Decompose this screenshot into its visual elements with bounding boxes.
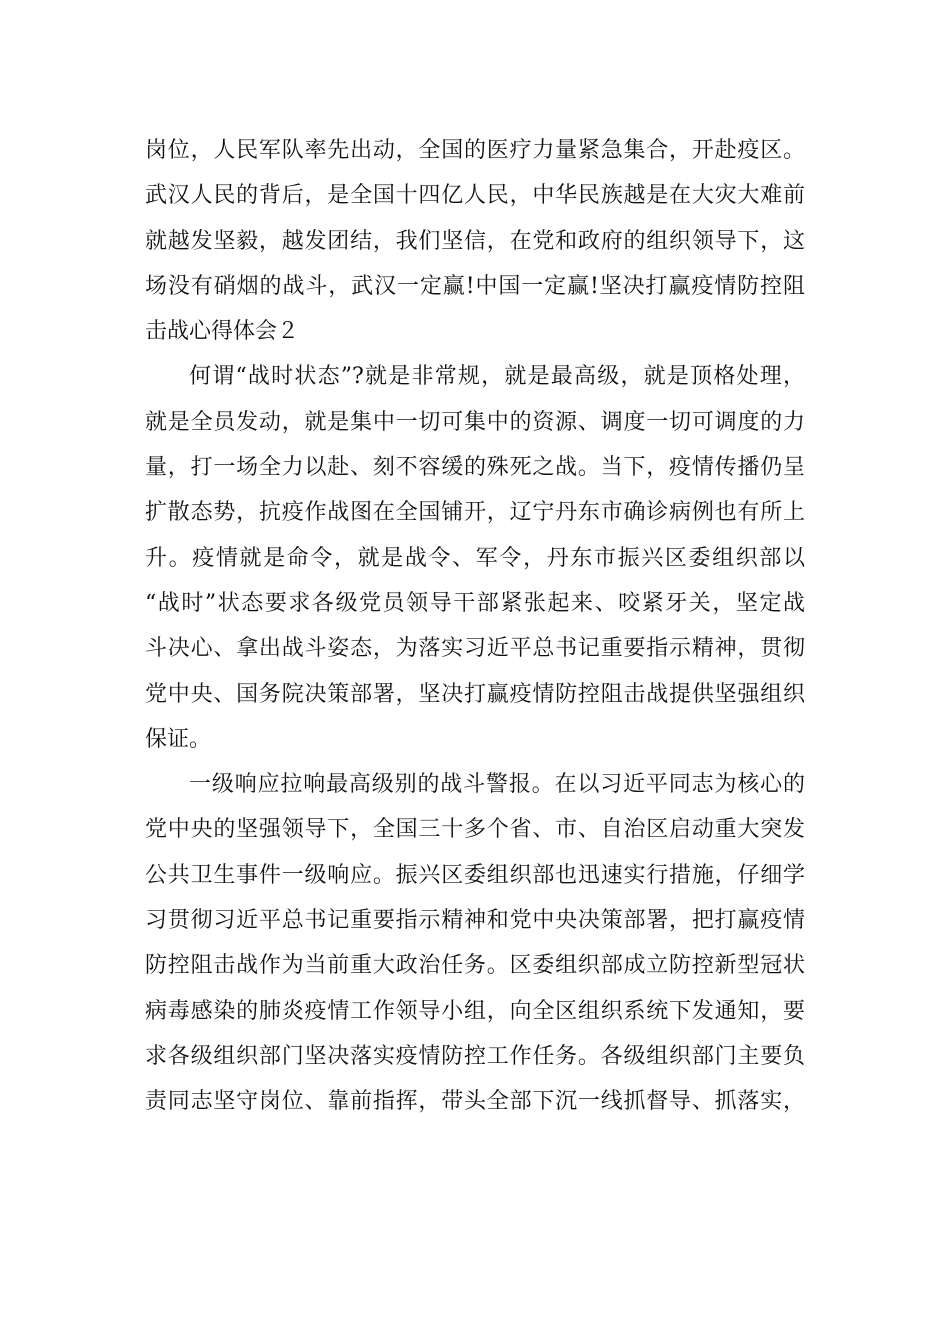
paragraph-line: 斗决心、拿出战斗姿态，为落实习近平总书记重要指示精神，贯彻 (145, 636, 805, 662)
paragraph-line: 习贯彻习近平总书记重要指示精神和党中央决策部署，把打赢疫情 (145, 908, 805, 934)
paragraph-line: 一级响应拉响最高级别的战斗警报。在以习近平同志为核心的 (189, 772, 805, 798)
paragraph-line: 升。疫情就是命令，就是战令、军令，丹东市振兴区委组织部以 (145, 545, 805, 571)
paragraph-line: 扩散态势，抗疫作战图在全国铺开，辽宁丹东市确诊病例也有所上 (145, 500, 805, 526)
paragraph-line: 保证。 (145, 726, 212, 752)
paragraph-line: 场没有硝烟的战斗，武汉一定赢!中国一定赢!坚决打赢疫情防控阻 (145, 273, 805, 299)
paragraph-line: 就越发坚毅，越发团结，我们坚信，在党和政府的组织领导下，这 (145, 228, 805, 254)
paragraph (145, 128, 805, 354)
paragraph-line: 击战心得体会２ (145, 319, 300, 345)
paragraph-line: 武汉人民的背后，是全国十四亿人民，中华民族越是在大灾大难前 (145, 183, 805, 209)
paragraph-line: 防控阻击战作为当前重大政治任务。区委组织部成立防控新型冠状 (145, 953, 805, 979)
paragraph-line: 岗位，人民军队率先出动，全国的医疗力量紧急集合，开赴疫区。 (145, 138, 805, 163)
paragraph-line: 责同志坚守岗位、靠前指挥，带头全部下沉一线抓督导、抓落实， (145, 1089, 805, 1115)
paragraph-line: 党中央的坚强领导下，全国三十多个省、市、自治区启动重大突发 (145, 817, 805, 843)
paragraph-line: 病毒感染的肺炎疫情工作领导小组，向全区组织系统下发通知，要 (145, 998, 805, 1024)
paragraph (145, 354, 805, 762)
paragraph-line: 量，打一场全力以赴、刻不容缓的殊死之战。当下，疫情传播仍呈 (145, 455, 805, 481)
paragraph-line: 何谓“战时状态”?就是非常规，就是最高级，就是顶格处理， (189, 364, 805, 390)
paragraph-line: 就是全员发动，就是集中一切可集中的资源、调度一切可调度的力 (145, 409, 805, 435)
paragraph-line: “战时”状态要求各级党员领导干部紧张起来、咬紧牙关，坚定战 (145, 590, 805, 616)
paragraph-line: 公共卫生事件一级响应。振兴区委组织部也迅速实行措施，仔细学 (145, 862, 805, 888)
document-body (145, 128, 805, 1125)
paragraph (145, 762, 805, 1124)
paragraph-line: 党中央、国务院决策部署，坚决打赢疫情防控阻击战提供坚强组织 (145, 681, 805, 707)
paragraph-line: 求各级组织部门坚决落实疫情防控工作任务。各级组织部门主要负 (145, 1043, 805, 1069)
